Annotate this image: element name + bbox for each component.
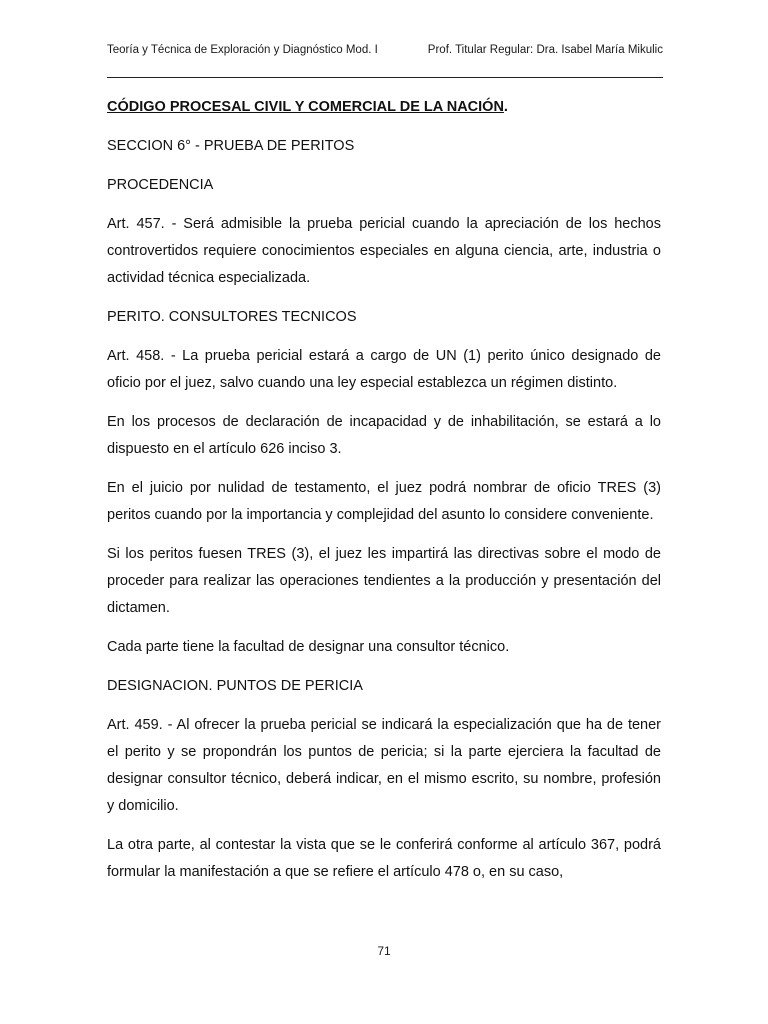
header-divider [107,77,663,78]
article-paragraph: En los procesos de declaración de incapacidad y de inhabilitación, se estará a lo dispuesto en el artículo 626 inciso 3. [107,414,661,457]
document-title-text: CÓDIGO PROCESAL CIVIL Y COMERCIAL DE LA NACIÓN [107,99,504,115]
subsection-heading: PERITO. CONSULTORES TECNICOS [107,309,357,325]
article-paragraph: Cada parte tiene la facultad de designar una consultor técnico. [107,639,510,655]
article-paragraph: La otra parte, al contestar la vista que se le conferirá conforme al artículo 367, podrá formular la manifestación a que se refiere el artículo 478 o, en su caso, [107,837,661,880]
header-professor: Prof. Titular Regular: Dra. Isabel María Mikulic [427,44,663,56]
article-paragraph: Art. 459. - Al ofrecer la prueba pericial se indicará la especialización que ha de tener el perito y se propondrán los puntos de pericia; si la parte ejerciera la facultad de designar consultor técnico, deberá indicar, en el mismo escrito, su nombre, profesión y domicilio. [107,717,661,814]
document-title [107,94,661,121]
article-paragraph: Art. 457. - Será admisible la prueba pericial cuando la apreciación de los hechos controvertidos requiere conocimientos especiales en alguna ciencia, arte, industria o actividad técnica especializada. [107,216,661,286]
subsection-heading: PROCEDENCIA [107,177,214,193]
page-header [107,44,663,64]
subsection-heading: DESIGNACION. PUNTOS DE PERICIA [107,678,363,694]
page-number: 71 [377,944,391,958]
article-paragraph: Si los peritos fuesen TRES (3), el juez les impartirá las directivas sobre el modo de proceder para realizar las operaciones tendientes a la producción y presentación del dictamen. [107,546,661,616]
document-body [107,94,661,898]
document-title-period: . [503,99,508,115]
article-paragraph: En el juicio por nulidad de testamento, el juez podrá nombrar de oficio TRES (3) peritos cuando por la importancia y complejidad del asunto lo considere conveniente. [107,480,661,523]
header-course-title: Teoría y Técnica de Exploración y Diagnóstico Mod. I [107,44,378,56]
article-paragraph: Art. 458. - La prueba pericial estará a cargo de UN (1) perito único designado de oficio por el juez, salvo cuando una ley especial establezca un régimen distinto. [107,348,661,391]
section-heading: SECCION 6° - PRUEBA DE PERITOS [107,138,355,154]
